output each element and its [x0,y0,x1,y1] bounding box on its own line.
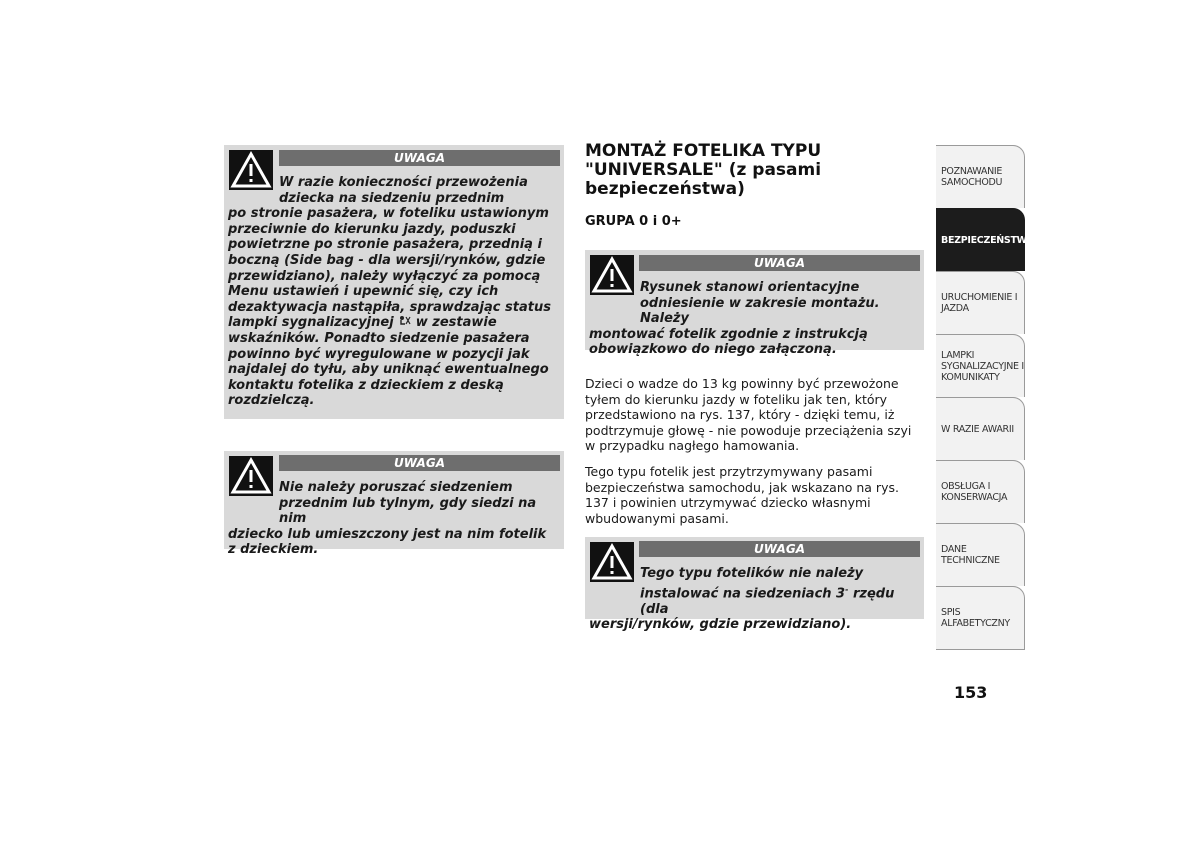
warning-box-third-row [585,537,924,633]
warning-text [589,280,918,358]
warning-text-lead-b: rzędu (dla [640,585,895,617]
tab-label: DANE TECHNICZNE [941,544,1000,566]
warning-box-drawing [585,250,924,358]
page-number: 153 [954,683,988,702]
warning-title: UWAGA [639,541,920,557]
tab-dane-techniczne[interactable] [936,523,1025,586]
tab-label: SPIS ALFABETYCZNY [941,607,1010,629]
warning-text-lead: Nie należy poruszać siedzeniem przednim lub tylnym, gdy siedzi na nim [279,480,537,527]
tab-label: BEZPIECZEŃSTWO [941,234,1035,246]
warning-title: UWAGA [639,255,920,271]
warning-title: UWAGA [279,455,560,471]
warning-text [228,175,558,409]
airbag-off-icon [398,315,411,330]
warning-text-lead-a: Tego typu fotelików nie należy instalować na siedzeniach 3 [640,566,864,601]
section-heading: MONTAŻ FOTELIKA TYPU "UNIVERSALE" (z pasami bezpieczeństwa) [585,141,822,199]
chapter-tabs [936,145,1035,650]
tab-uruchomienie-i-jazda[interactable] [936,271,1025,334]
warning-text-rest: wersji/rynków, gdzie przewidziano). [589,617,852,633]
tab-label: LAMPKI SYGNALIZACYJNE I KOMUNIKATY [941,349,1024,383]
tab-label: W RAZIE AWARII [941,423,1014,435]
warning-title: UWAGA [279,150,560,166]
tab-obsluga-i-konserwacja[interactable] [936,460,1025,523]
tab-label: URUCHOMIENIE I JAZDA [941,292,1018,314]
group-subheading: GRUPA 0 i 0+ [585,214,682,229]
warning-text-rest: montować fotelik zgodnie z instrukcją obowiązkowo do niego załączoną. [589,326,868,358]
warning-text [228,480,558,558]
tab-w-razie-awarii[interactable] [936,397,1025,460]
paragraph: Tego typu fotelik jest przytrzymywany pasami bezpieczeństwa samochodu, jak wskazano na rys. 137 i powinien utrzymywać dziecko własnymi wbudowanymi pasami. [585,464,899,526]
paragraph: Dzieci o wadze do 13 kg powinny być przewożone tyłem do kierunku jazdy w foteliku jak ten, który przedstawiono na rys. 137, który - dzięki temu, iż podtrzymuje głowę - nie powoduje przeciążenia szyi w przypadku nagłego hamowania. [585,376,912,454]
tab-label: POZNAWANIE SAMOCHODU [941,166,1003,188]
tab-spis-alfabetyczny[interactable] [936,586,1025,649]
warning-box-airbag [224,145,564,419]
tab-poznawanie-samochodu[interactable] [936,145,1025,208]
warning-text [589,566,918,633]
warning-text-rest: dziecko lub umieszczony jest na nim fotelik z dzieckiem. [228,526,547,558]
tabs-divider [936,649,1025,650]
warning-box-seat-move [224,451,564,558]
tab-label: OBSŁUGA I KONSERWACJA [941,481,1008,503]
warning-text-lead: Rysunek stanowi orientacyjne odniesienie w zakresie montażu. Należy [640,280,880,327]
warning-text-rest-2: w zestawie wskaźników. Ponadto siedzenie pasażera powinno być wyregulowane w pozycji jak najdalej do tyłu, aby uniknąć ewentualnego kontaktu fotelika z dzieckiem z deską rozdzielczą. [228,315,549,409]
warning-text-rest: po stronie pasażera, w foteliku ustawionym przeciwnie do kierunku jazdy, poduszki powietrzne po stronie pasażera, przednią i boczną (Side bag - dla wersji/rynków, gdzie przewidziano), należy wyłączyć za pomocą Menu ustawień i upewnić się, czy ich dezaktywacja nastąpiła, sprawdzając status lampki sygnalizacyjnej [228,206,551,331]
tab-bezpieczenstwo[interactable] [936,208,1035,271]
superscript-mark: - [845,584,849,594]
warning-text-lead [589,566,918,617]
tab-lampki-sygnalizacyjne[interactable] [936,334,1025,397]
warning-text-lead: W razie konieczności przewożenia dziecka na siedzeniu przednim [279,175,528,206]
